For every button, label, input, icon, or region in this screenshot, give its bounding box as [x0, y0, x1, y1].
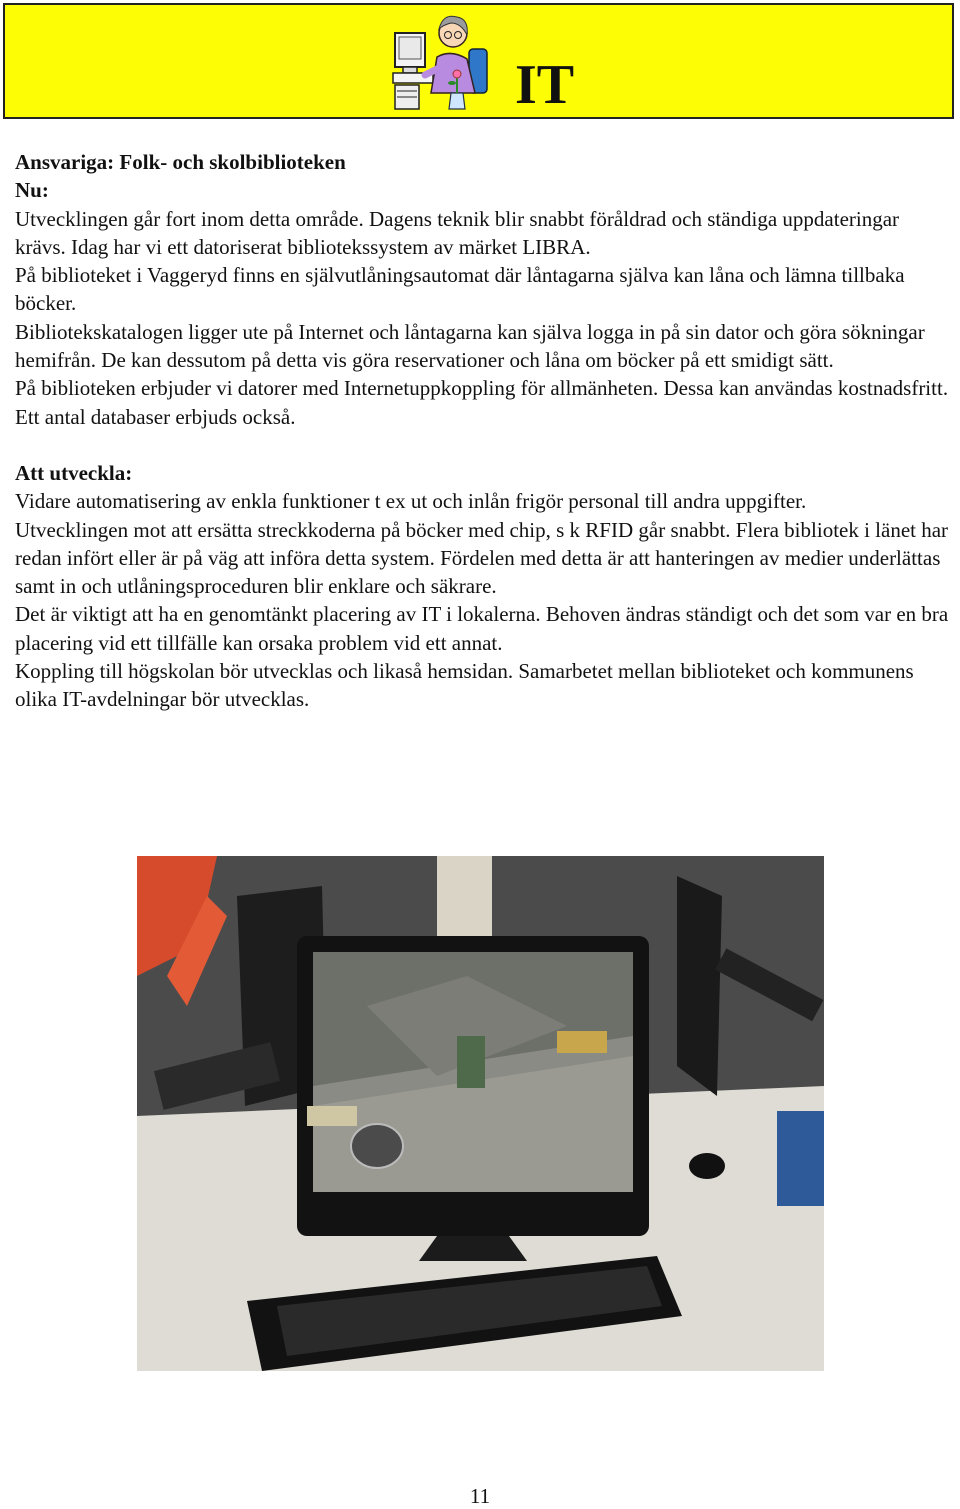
title-banner — [3, 3, 954, 119]
now-paragraph: Utvecklingen går fort inom detta område. Dagens teknik blir snabbt föråldrad och ständiga uppdateringar krävs. Idag har vi ett datoriserat bibliotekssystem av märket LIBRA. — [15, 206, 900, 259]
develop-paragraph: Det är viktigt att ha en genomtänkt placering av IT i lokalerna. Behoven ändras ständigt och det som var en bra placering vid ett tillfälle kan orsaka problem vid ett annat. — [15, 602, 949, 655]
now-heading: Nu: — [15, 178, 49, 203]
photo-illustration — [137, 856, 824, 1371]
document-body — [15, 148, 950, 714]
develop-paragraph: Vidare automatisering av enkla funktioner t ex ut och inlån frigör personal till andra uppgifter. — [15, 489, 807, 514]
develop-heading: Att utveckla: — [15, 460, 133, 485]
person-at-computer-clipart-icon — [391, 9, 495, 113]
library-computer-photo — [137, 856, 824, 1371]
responsible-heading: Ansvariga: Folk- och skolbiblioteken — [15, 150, 346, 174]
develop-paragraph: Koppling till högskolan bör utvecklas och likaså hemsidan. Samarbetet mellan biblioteket och kommunens olika IT-avdelningar bör utvecklas. — [15, 659, 914, 712]
now-paragraph: På biblioteket i Vaggeryd finns en självutlåningsautomat där låntagarna själva kan låna och lämna tillbaka böcker. — [15, 263, 905, 316]
develop-paragraph: Utvecklingen mot att ersätta streckkoderna på böcker med chip, s k RFID går snabbt. Flera bibliotek i länet har redan infört eller är på väg att införa detta system. Fördelen med detta är att hanteringen av medier underlättas samt in och utlåningsproceduren blir enklare och säkrare. — [15, 517, 949, 599]
page-number: 11 — [469, 1484, 491, 1508]
now-paragraph: På biblioteken erbjuder vi datorer med Internetuppkoppling för allmänheten. Dessa kan användas kostnadsfritt. Ett antal databaser erbjuds också. — [15, 376, 949, 429]
section-gap — [15, 431, 950, 459]
page-title: IT — [515, 54, 575, 116]
now-paragraph: Bibliotekskatalogen ligger ute på Internet och låntagarna kan själva logga in på sin dator och göra sökningar hemifrån. De kan dessutom på detta vis göra reservationer och låna om böcker på ett smidigt sätt. — [15, 319, 925, 373]
